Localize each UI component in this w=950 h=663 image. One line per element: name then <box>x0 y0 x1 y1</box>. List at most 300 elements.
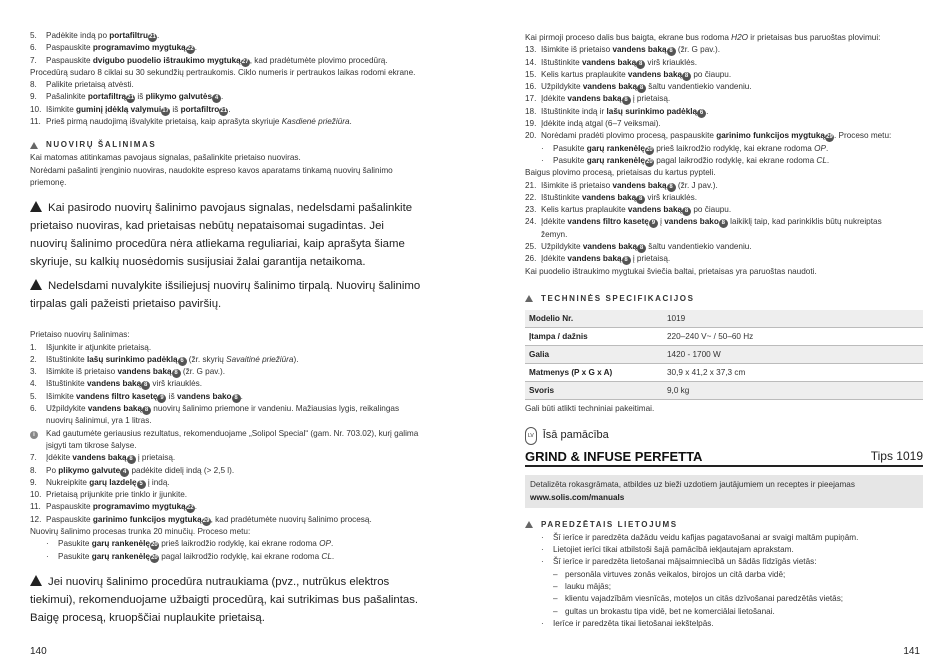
spec-row <box>525 363 923 381</box>
text-run: Šī ierīce ir paredzēta lietošanai mājsaimniecībā un šādās līdzīgās vietās: <box>553 557 817 567</box>
step-item <box>30 514 448 526</box>
text-run: šaltu vandentiekio vandeniu. <box>646 242 752 252</box>
intended-use-item <box>525 593 945 605</box>
part-name: portafiltrą <box>87 92 127 102</box>
page-number: 141 <box>903 646 920 657</box>
spec-heading: TECHNINĖS SPECIFIKACIJOS <box>541 293 695 303</box>
intended-use-item <box>525 544 945 556</box>
intended-use-item <box>525 618 945 630</box>
text-run: Užpildykite <box>541 82 583 92</box>
warning-block <box>30 277 448 313</box>
left-column <box>30 30 448 627</box>
text-run: Paspauskite <box>46 502 93 512</box>
intended-use-item <box>525 569 945 581</box>
part-name: vandens filtro kasetę <box>567 217 649 227</box>
step-number: 26. <box>525 254 537 264</box>
step-number: 15. <box>525 69 537 79</box>
step-item <box>30 378 448 390</box>
spec-row <box>525 345 923 363</box>
text-run: į indą. <box>145 477 170 487</box>
text-run: virš kriauklės. <box>645 192 697 202</box>
bullet: · <box>541 545 544 555</box>
text-run: Užpildykite <box>46 404 88 414</box>
text-run: Išimkite <box>46 104 77 114</box>
part-number-badge: 6 <box>178 357 187 366</box>
page-number: 140 <box>30 646 47 657</box>
step-item <box>30 477 448 489</box>
step-number: 7. <box>30 55 37 65</box>
text-run: klientu vajadzībām viesnīcās, moteļos un citās dzīvošanai paredzētās vietās; <box>565 594 844 604</box>
duration-note: Nuovirų šalinimo procesas trunka 20 minučių. Proceso metu: <box>30 527 251 537</box>
part-number-badge: 8 <box>719 219 728 228</box>
step-number: 8. <box>30 465 37 475</box>
sub-list <box>30 538 448 563</box>
step-continuation: žemyn. <box>541 229 568 239</box>
warning-line <box>30 253 448 271</box>
lv-language-badge: LV <box>525 427 537 445</box>
step-number: 4. <box>30 379 37 389</box>
spec-value: 1420 - 1700 W <box>663 345 923 363</box>
sub-list <box>525 143 945 168</box>
spec-row <box>525 310 923 328</box>
step-number: 7. <box>30 453 37 463</box>
text-run: Prieš pirmą naudojimą išvalykite prietaisą, kaip aprašyta skyriuje <box>46 117 282 127</box>
sub-item <box>525 143 945 155</box>
text-run: . <box>194 502 197 512</box>
text-run: iš <box>166 391 177 401</box>
part-number-badge: 8 <box>682 72 691 81</box>
warning-text: tirpalas gali pažeisti prietaiso paviršių. <box>30 298 222 311</box>
part-name: vandens baką <box>567 254 622 264</box>
warning-icon <box>30 575 42 586</box>
step-list <box>30 342 448 416</box>
text-run: gultas un brokastu tipa vidē, bet ne komerciālai lietošanai. <box>565 606 775 616</box>
text-run: . <box>331 551 335 561</box>
intended-use-heading: PAREDZĒTAIS LIETOJUMS <box>541 519 678 529</box>
part-name: vandens baką <box>87 404 143 414</box>
text-run: Po <box>46 465 59 475</box>
text-run: Išimkite iš prietaiso <box>541 45 613 55</box>
text-run: Ištuštinkite <box>46 354 87 364</box>
lv-title-row <box>525 427 945 445</box>
step-item <box>525 44 945 56</box>
text-run: Išimkite iš prietaiso <box>541 180 613 190</box>
warning-line <box>30 235 448 253</box>
italic-ref: OP <box>814 143 826 153</box>
part-number-badge: 8 <box>172 369 181 378</box>
right-page <box>475 0 950 663</box>
bullet: – <box>553 582 558 592</box>
manuals-box <box>525 475 923 508</box>
text-run: Ištuštinkite <box>46 379 87 389</box>
text-run: prieš laikrodžio rodyklę, kai ekrane rodoma <box>158 539 320 549</box>
text-run: . <box>349 117 352 127</box>
text-run: , kad pradėtumėte plovimo procedūrą. <box>249 55 388 65</box>
text-run: Ištuštinkite <box>541 57 582 67</box>
text-run: virš kriauklės. <box>645 57 697 67</box>
warning-icon <box>30 279 42 290</box>
text-run: Įdėkite <box>541 94 568 104</box>
bullet: – <box>553 594 558 604</box>
bullet: · <box>541 143 544 153</box>
text-run: Paspauskite <box>46 514 93 524</box>
rinse-done-note: Baigus plovimo procesą, prietaisas du kartus pypteli. <box>525 168 716 178</box>
part-number-badge: 4 <box>212 94 221 103</box>
part-name: garų rankenėlę <box>586 155 645 165</box>
spec-note: Gali būti atlikti techniniai pakeitimai. <box>525 403 655 413</box>
part-number-badge: 8 <box>142 406 151 415</box>
step-number: 14. <box>525 57 537 67</box>
warning-text: Jei nuovirų šalinimo procedūra nutraukiama (pvz., nutrūkus elektros <box>48 575 390 588</box>
part-name: vandens baką <box>582 242 638 252</box>
warning-text: skyriuje, su kalkių nuosėdomis susijusiai žalai garantija netaikoma. <box>30 256 366 269</box>
descaling-intro: priemonę. <box>30 177 67 187</box>
part-number-badge: 8 <box>682 207 691 216</box>
step-continuation: nuovirų šalinimui, yra 1 litras. <box>46 416 152 426</box>
warning-triangle-icon <box>525 295 533 302</box>
spec-label: Įtampa / dažnis <box>525 327 663 345</box>
part-name: dvigubo puodelio ištraukimo mygtuką <box>92 55 241 65</box>
manuals-text: Detalizēta rokasgrāmata, atbildes uz bieži uzdotiem jautājumiem un receptes ir pieejamas <box>530 480 855 490</box>
text-run: Ištuštinkite indą ir <box>541 106 607 116</box>
text-run: . <box>156 31 160 40</box>
step-item <box>30 366 448 378</box>
text-run: nuovirų šalinimo priemone ir vandeniu. Mažiausias lygis, reikalingas <box>151 404 400 414</box>
part-name: vandens baką <box>581 192 637 202</box>
part-name: vandens baką <box>567 94 622 104</box>
step-item <box>30 79 448 91</box>
step-item <box>525 57 945 69</box>
step-number: 16. <box>525 82 537 92</box>
step-number: 9. <box>30 477 37 487</box>
step-list <box>30 79 448 128</box>
step-item <box>30 391 448 403</box>
step-item <box>525 130 945 142</box>
step-item <box>30 489 448 501</box>
text-run: . <box>706 106 709 116</box>
part-name: vandens baką <box>612 45 667 55</box>
text-run: . <box>330 539 334 549</box>
step-item <box>30 30 448 42</box>
info-note: įsigyti tam tikrose šalyse. <box>46 440 137 450</box>
bullet: – <box>553 569 558 579</box>
part-number-badge: 6 <box>697 109 706 118</box>
part-name: vandens bako <box>664 217 719 227</box>
text-run: Įdėkite indą atgal (6–7 veiksmai). <box>541 119 661 129</box>
descaling-intro: Kai matomas atitinkamas pavojaus signalas, pašalinkite prietaiso nuoviras. <box>30 153 301 163</box>
part-number-badge: 29 <box>202 517 210 524</box>
bullet: – <box>553 606 558 616</box>
text-run: Nukreipkite <box>46 477 90 487</box>
step-number: 23. <box>525 205 537 215</box>
part-name: portafiltro <box>180 104 220 114</box>
part-name: plikymo galvutės <box>145 92 212 102</box>
part-name: garų rankenėlę <box>586 143 645 153</box>
step-number: 18. <box>525 106 537 116</box>
text-run: prieš laikrodžio rodyklę, kai ekrane rodoma <box>653 143 815 153</box>
step-number: 3. <box>30 367 37 377</box>
step-item <box>30 354 448 366</box>
text-run: Išjunkite ir atjunkite prietaisą. <box>46 342 152 352</box>
warning-block <box>30 573 448 627</box>
info-icon: i <box>30 431 38 439</box>
step-number: 25. <box>525 242 537 252</box>
step-number: 10. <box>30 104 42 114</box>
step-item <box>30 403 448 415</box>
part-number-badge: 8 <box>622 256 631 265</box>
text-run: (žr. G pav.). <box>675 45 721 55</box>
text-run: Įdėkite <box>541 217 568 227</box>
text-run: . Proceso metu: <box>833 131 892 141</box>
text-run: Išimkite <box>46 391 77 401</box>
text-run: Pasukite <box>553 155 587 165</box>
text-run: virš kriauklės. <box>150 379 202 389</box>
text-run: iš <box>170 104 181 114</box>
part-number-badge: 4 <box>120 468 129 477</box>
intended-use-list <box>525 532 945 630</box>
step-number: 22. <box>525 192 537 202</box>
warning-line <box>30 277 448 295</box>
product-title-row <box>525 449 923 467</box>
text-run: (žr. J pav.). <box>675 180 718 190</box>
text-run: Užpildykite <box>541 242 583 252</box>
italic-ref: CL <box>816 155 827 165</box>
intended-use-item <box>525 556 945 568</box>
text-run: į prietaisą. <box>135 453 176 463</box>
spec-row <box>525 327 923 345</box>
text-run: personāla virtuves zonās veikalos, birojos un citā darba vidē; <box>565 569 786 579</box>
spec-row <box>525 381 923 399</box>
sub-item <box>30 538 448 550</box>
warning-line <box>30 573 448 591</box>
text-run: . <box>194 43 197 53</box>
part-name: garų rankenėlę <box>91 539 150 549</box>
step-number: 17. <box>525 94 537 104</box>
step-item <box>30 116 448 128</box>
part-number-badge: 22 <box>186 46 194 53</box>
part-number-badge: 20 <box>646 146 653 153</box>
text-run: . <box>221 92 224 102</box>
step-number: 12. <box>30 514 42 524</box>
warning-text: prietaiso nuoviras, kad prietaisas nebūtų nepataisomai sugadintas. Jei <box>30 220 384 233</box>
step-item <box>525 253 945 265</box>
text-run: Padėkite indą po <box>46 31 110 40</box>
part-number-badge: 8 <box>622 96 631 105</box>
step-item <box>525 241 945 253</box>
spec-value: 30,9 x 41,2 x 37,3 cm <box>663 363 923 381</box>
intended-use-item <box>525 532 945 544</box>
text-run: po čiaupu. <box>691 205 732 215</box>
section-heading <box>525 292 945 306</box>
step-item <box>30 42 448 54</box>
part-number-badge: 8 <box>141 381 150 390</box>
text-run: Paspauskite <box>46 55 93 65</box>
step-item <box>525 204 945 216</box>
part-name: vandens baką <box>581 57 637 67</box>
warning-text: tiekimui), rekomenduojame užbaigti procedūrą, kai sutrikimas bus pašalintas. <box>30 593 419 606</box>
part-number-badge: 20 <box>646 158 653 165</box>
part-name: garų lazdelę <box>89 477 137 487</box>
text-run: Pašalinkite <box>46 92 88 102</box>
text-run: ir prietaisas bus paruoštas plovimui: <box>748 33 881 42</box>
spec-table <box>525 310 923 400</box>
spec-value: 9,0 kg <box>663 381 923 399</box>
text-run: . <box>826 155 830 165</box>
part-number-badge: 27 <box>241 58 249 65</box>
text-run: Kai pirmoji proceso dalis bus baigta, ekrane bus rodoma <box>525 33 732 42</box>
text-run: . <box>228 104 231 114</box>
step-item <box>525 192 945 204</box>
part-number-badge: 8 <box>636 195 645 204</box>
text-run: Lietojiet ierīci tikai atbilstoši šajā pamācībā iekļautajam aprakstam. <box>553 545 794 555</box>
part-number-badge: 8 <box>232 394 241 403</box>
step-number: 19. <box>525 119 537 129</box>
right-column <box>525 32 945 630</box>
text-run: , kad pradėtumėte nuovirų šalinimo procesą. <box>210 514 372 524</box>
sub-item <box>30 551 448 563</box>
text-run: Norėdami pradėti plovimo procesą, paspauskite <box>541 131 717 141</box>
text-run: Pasukite <box>553 143 587 153</box>
step-number: 2. <box>30 354 37 364</box>
intended-use-item <box>525 606 945 618</box>
info-note: i Kad gautumėte geriausius rezultatus, rekomenduojame „Solipol Special“ (gam. Nr. 703.02), kurį galima <box>30 428 448 440</box>
step-number: 9. <box>30 92 37 102</box>
spec-value: 220–240 V~ / 50–60 Hz <box>663 327 923 345</box>
text-run: . <box>240 391 243 401</box>
part-number-badge: 17 <box>162 107 169 114</box>
step-item <box>30 452 448 464</box>
part-number-badge: 29 <box>826 134 833 141</box>
part-number-badge: 21 <box>127 95 134 102</box>
part-name: vandens baką <box>627 69 683 79</box>
step-item <box>525 180 945 192</box>
italic-ref: CL <box>321 551 332 561</box>
bullet: · <box>541 618 544 628</box>
warning-text: Kai pasirodo nuovirų šalinimo pavojaus signalas, nedelsdami pašalinkite <box>48 202 413 215</box>
step-item <box>30 465 448 477</box>
step-number: 5. <box>30 391 37 401</box>
warning-text: nuovirų šalinimo procedūra nėra atliekama reguliariai, kaip aprašyta šiame <box>30 238 405 251</box>
step-list <box>525 241 945 266</box>
part-name: vandens baką <box>582 82 638 92</box>
step-item <box>525 93 945 105</box>
spec-label: Modelio Nr. <box>525 310 663 328</box>
step-number: 24. <box>525 217 537 227</box>
sub-item <box>525 155 945 167</box>
bullet: · <box>46 551 49 561</box>
descaling-intro: Norėdami pašalinti įrenginio nuoviras, naudokite espreso kavos aparatams tinkamą nuovirų šalinimo <box>30 165 393 175</box>
lv-title: Īsā pamācība <box>542 429 609 442</box>
spec-label: Svoris <box>525 381 663 399</box>
warning-icon <box>30 201 42 212</box>
text-run: į prietaisą. <box>630 254 671 264</box>
part-name: lašų surinkimo padėklą <box>86 354 178 364</box>
part-number-badge: 8 <box>667 183 676 192</box>
step-item <box>525 81 945 93</box>
step-number: 11. <box>30 502 41 512</box>
part-name: vandens filtro kasetę <box>76 391 158 401</box>
step-number: 1. <box>30 342 37 352</box>
part-number-badge: 8 <box>636 60 645 69</box>
text-run: lauku mājās; <box>565 582 611 592</box>
warning-line <box>30 591 448 609</box>
section-heading <box>525 518 945 532</box>
part-number-badge: 8 <box>667 47 676 56</box>
text-run: pagal laikrodžio rodyklę, kai ekrane rodoma <box>158 551 322 561</box>
step-item <box>30 501 448 513</box>
part-number-badge: 8 <box>127 455 136 464</box>
step-list <box>525 44 945 142</box>
step-item <box>525 216 945 228</box>
text-run: į <box>657 217 665 227</box>
text-run: ). <box>293 354 299 364</box>
bullet: · <box>541 532 544 542</box>
part-name: vandens baką <box>117 367 172 377</box>
text-run: Ierīce ir paredzēta tikai lietošanai iekštelpās. <box>553 618 714 628</box>
manuals-link[interactable]: www.solis.com/manuals <box>530 492 625 502</box>
warning-text: Baigę procesą, kruopščiai nuplaukite prietaisą. <box>30 611 265 624</box>
text-run: į prietaisą. <box>630 94 671 104</box>
part-name: vandens baką <box>612 180 667 190</box>
text-run: Pasukite <box>58 551 92 561</box>
step-item <box>525 106 945 118</box>
text-run: pagal laikrodžio rodyklę, kai ekrane rodoma <box>653 155 817 165</box>
text-run: po čiaupu. <box>691 69 732 79</box>
part-name: vandens baką <box>72 453 127 463</box>
part-name: vandens baką <box>86 379 142 389</box>
warning-triangle-icon <box>525 521 533 528</box>
step-item <box>525 118 945 130</box>
step-list <box>30 30 448 67</box>
part-name: programavimo mygtuką <box>92 43 186 53</box>
text-run: Kelis kartus praplaukite <box>541 205 628 215</box>
warning-line <box>30 199 448 217</box>
part-number-badge: 20 <box>151 542 158 549</box>
italic-ref: H2O <box>731 33 749 42</box>
text-run: (žr. G pav.). <box>180 367 226 377</box>
italic-ref: OP <box>319 539 331 549</box>
text-run: Kelis kartus praplaukite <box>541 69 628 79</box>
part-number-badge: 8 <box>637 84 646 93</box>
part-number-badge: 5 <box>137 480 146 489</box>
step-list <box>30 452 448 526</box>
spec-label: Galia <box>525 345 663 363</box>
text-run: Pasukite <box>58 539 92 549</box>
warning-line <box>30 217 448 235</box>
intended-use-item <box>525 581 945 593</box>
procedure-note: Procedūrą sudaro 8 ciklai su 30 sekundžių pertraukomis. Ciklo numeris ir pertraukos laikas rodomi ekrane. <box>30 67 416 77</box>
step-item <box>30 55 448 67</box>
step-number: 11. <box>30 117 41 127</box>
text-run: padėkite didelį indą (> 2,5 l). <box>129 465 235 475</box>
italic-ref: Savaitinė priežiūra <box>226 354 294 364</box>
text-run: Įdėkite <box>46 453 73 463</box>
product-model: Tips 1019 <box>870 449 923 464</box>
part-number-badge: 21 <box>149 34 156 40</box>
part-name: guminį įdėklą valymui <box>76 104 162 114</box>
bullet: · <box>541 155 544 165</box>
italic-ref: Kasdienė priežiūra <box>281 117 350 127</box>
step-number: 13. <box>525 45 537 55</box>
text-run: laikiklį taip, kad parinkiklis būtų nukreiptas <box>727 217 882 227</box>
step-list <box>525 180 945 229</box>
step-item <box>30 342 448 354</box>
step-item <box>30 91 448 103</box>
descaling-heading: NUOVIRŲ ŠALINIMAS <box>46 140 157 150</box>
text-run: Įdėkite <box>541 254 568 264</box>
text-run: (žr. skyrių <box>186 354 227 364</box>
part-name: vandens bako <box>176 391 232 401</box>
